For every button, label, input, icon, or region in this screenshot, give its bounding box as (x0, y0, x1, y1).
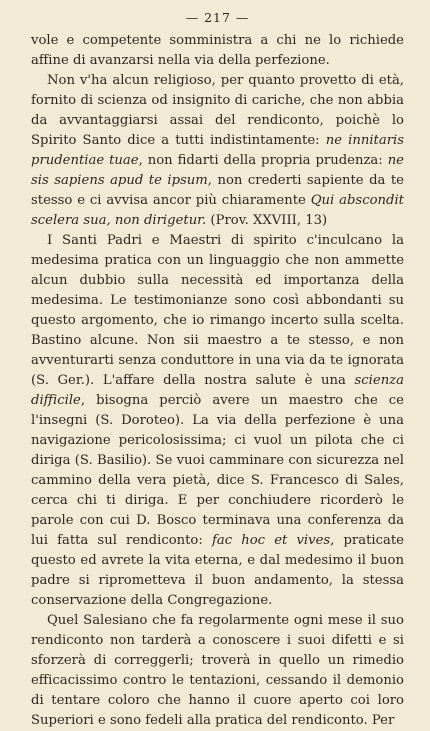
page-text (31, 31, 404, 731)
italic-text: scienza difficile (31, 373, 404, 408)
text-run: (Prov. XXVIII, 13) (206, 213, 328, 228)
text-run: I Santi Padri e Maestri di spirito c'inculcano la medesima pratica con un linguaggio che non ammette alcun dubbio sulla necessità ed importanza della medesima. Le testimonianze sono così abbondanti su questo argomento, che io rimango incerto sulla scelta. Bastino alcune. Non sii maestro a te stesso, e non avventurarti senza conduttore in una via da te ignorata (S. Ger.). L'affare della nostra salute è una (31, 233, 404, 388)
paragraph-1 (31, 31, 404, 71)
text-run: vole e competente somministra a chi ne lo richiede affine di avanzarsi nella via della perfezione. (31, 33, 404, 68)
italic-text: ne innitaris prudentiae tuae (31, 133, 404, 168)
paragraph-3 (31, 231, 404, 611)
italic-text: Qui abscondit scelera sua, non dirigetur. (31, 193, 404, 228)
paragraph-4 (31, 611, 404, 731)
text-run: Quel Salesiano che fa regolarmente ogni mese il suo rendiconto non tarderà a conoscere i suoi difetti e si sforzerà di correggerli; troverà in quello un rimedio efficacissimo contro le tentazioni, cessando il demonio di tentare coloro che hanno il cuore aperto coi loro Superiori e sono fedeli alla pratica del rendiconto. Per (31, 613, 404, 728)
text-run: Non v'ha alcun religioso, per quanto provetto di età, fornito di scienza od insignito di cariche, che non abbia da avvantaggiarsi assai del rendiconto, poichè lo Spirito Santo dice a tutti indistintamente: (31, 73, 404, 148)
paragraph-2 (31, 71, 404, 231)
text-run: , non crederti sapiente da te stesso e ci avvisa ancor più chiaramente (31, 173, 404, 208)
italic-text: fac hoc et vives (211, 533, 331, 548)
text-run: , praticate questo ed avrete la vita eterna, e dal medesimo il buon padre si riprometteva il buon andamento, la stessa conservazione della Congregazione. (31, 533, 404, 608)
page-number: — 217 — (185, 10, 250, 25)
italic-text: ne sis sapiens apud te ipsum (31, 153, 404, 188)
text-run: , non fidarti della propria prudenza: (138, 153, 388, 168)
text-run: , bisogna perciò avere un maestro che ce l'insegni (S. Doroteo). La via della perfezione è una navigazione pericolosissima; ci vuol un pilota che ci diriga (S. Basilio). Se vuoi camminare con sicurezza nel cammino della vera pietà, dice S. Francesco di Sales, cerca chi ti diriga. E per conchiudere ricorderò le parole con cui D. Bosco terminava una conferenza da lui fatta sul rendiconto: (31, 393, 404, 548)
